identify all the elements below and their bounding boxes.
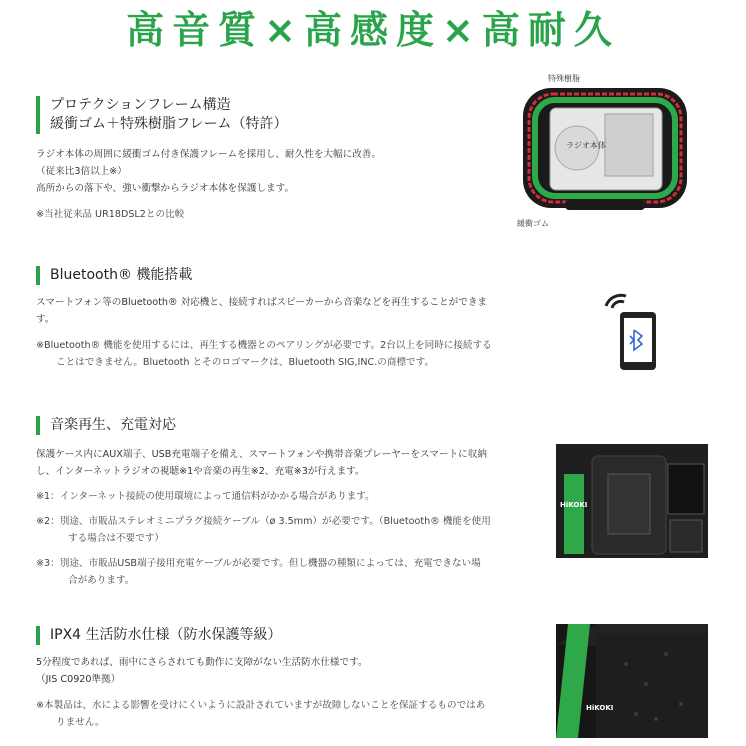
sec3-note-3b: 合があります。	[68, 575, 135, 586]
sec1-body-1: ラジオ本体の周囲に緩衝ゴム付き保護フレームを採用し、耐久性を大幅に改善。	[36, 149, 381, 160]
sec2-note-2: ことはできません。Bluetooth とそのロゴマークは、Bluetooth SIG,INC.の商標です。	[56, 357, 435, 368]
label-radio-body: ラジオ本体	[566, 141, 606, 150]
label-special-resin: 特殊樹脂	[548, 74, 580, 83]
sec2-note-1: ※Bluetooth® 機能を使用するには、再生する機器とのペアリングが必要です。2台以上を同時に接続する	[36, 340, 492, 351]
label-rubber: 緩衝ゴム	[517, 219, 549, 228]
smartphone-bluetooth-icon	[600, 292, 660, 372]
sec4-body-1: 5分程度であれば、雨中にさらされても動作に支障がない生活防水仕様です。	[36, 657, 368, 668]
section-title: IPX4 生活防水仕様（防水保護等級）	[36, 626, 282, 645]
sec4-body-2: （JIS C0920準拠）	[36, 674, 121, 685]
sec4-note-2: りません。	[56, 717, 105, 728]
sec3-body-1: 保護ケース内にAUX端子、USB充電端子を備え、スマートフォンや携帯音楽プレーヤーをスマートに収納	[36, 449, 487, 460]
section-protection-frame	[36, 96, 287, 134]
title-line-2: 緩衝ゴム＋特殊樹脂フレーム（特許）	[50, 116, 288, 132]
sec1-body-2: （従来比3倍以上※）	[36, 166, 127, 177]
section-music-charge	[36, 416, 176, 435]
sec3-note-2b: する場合は不要です）	[68, 533, 164, 544]
section-title	[36, 96, 287, 134]
section-bluetooth	[36, 266, 192, 285]
sec1-body-3: 高所からの落下や、強い衝撃からラジオ本体を保護します。	[36, 183, 295, 194]
section-ipx4	[36, 626, 282, 645]
section-title: Bluetooth® 機能搭載	[36, 266, 192, 285]
title-line-1: プロテクションフレーム構造	[50, 97, 231, 113]
sec3-body-2: し、インターネットラジオの視聴※1や音楽の再生※2、充電※3が行えます。	[36, 466, 365, 477]
radio-frame-image	[505, 70, 705, 235]
sec2-body-2: す。	[36, 314, 55, 325]
sec3-note-1: ※1：インターネット接続の使用環境によって通信料がかかる場合があります。	[36, 491, 375, 502]
headline: 高音質×高感度×高耐久	[126, 8, 620, 52]
rain-photo	[556, 624, 708, 738]
sec3-note-3a: ※3：別途、市販品USB端子接用充電ケーブルが必要です。但し機器の種類によっては、充電できない場	[36, 558, 481, 569]
sec1-note: ※当社従来品 UR18DSL2との比較	[36, 209, 185, 220]
brand-logo-dock: HiKOKI	[560, 501, 588, 509]
sec4-note-1: ※本製品は、水による影響を受けにくいように設計されていますが故障しないことを保証するものではあ	[36, 700, 486, 711]
sec2-body-1: スマートフォン等のBluetooth® 対応機と、接続すればスピーカーから音楽などを再生することができま	[36, 297, 488, 308]
section-title: 音楽再生、充電対応	[36, 416, 176, 435]
brand-logo-rain: HiKOKI	[586, 704, 614, 712]
sec3-note-2a: ※2：別途、市販品ステレオミニプラグ接続ケーブル（ø 3.5mm）が必要です。（Bluetooth® 機能を使用	[36, 516, 491, 527]
